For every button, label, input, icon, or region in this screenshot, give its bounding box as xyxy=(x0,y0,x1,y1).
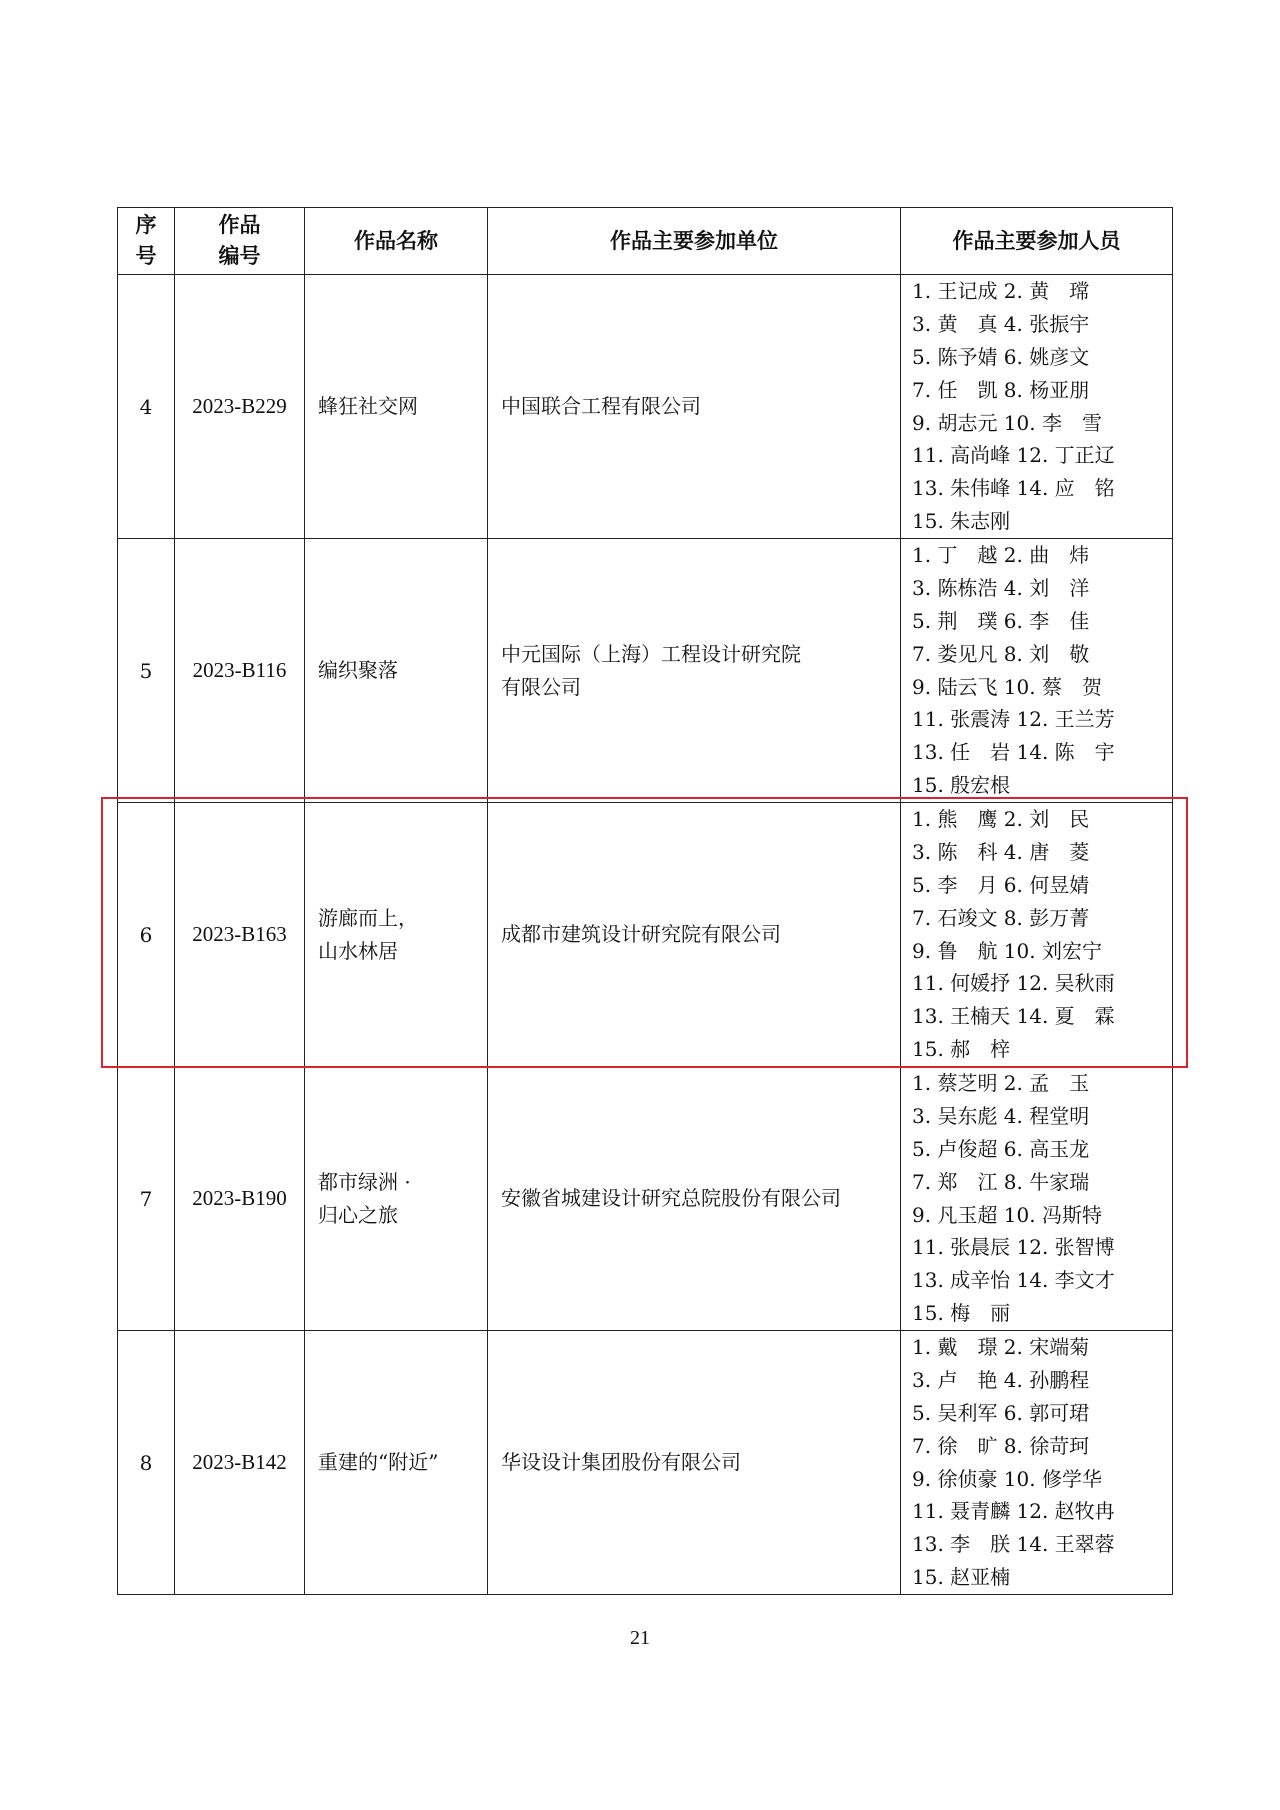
work-title-cell xyxy=(305,1331,488,1595)
member-line: 9. 陆云飞 10. 蔡 贺 xyxy=(912,674,1102,699)
row-index-cell xyxy=(118,275,175,539)
work-unit-line: 安徽省城建设计研究总院股份有限公司 xyxy=(501,1186,841,1210)
member-line: 7. 任 凯 8. 杨亚朋 xyxy=(912,377,1090,402)
row-index: 5 xyxy=(139,658,153,683)
header-index xyxy=(118,208,175,275)
member-line: 5. 荆 璞 6. 李 佳 xyxy=(912,608,1090,633)
header-index-line: 号 xyxy=(135,244,157,268)
table-row xyxy=(118,1331,1173,1595)
member-line: 15. 殷宏根 xyxy=(912,772,1011,797)
member-line: 9. 徐侦豪 10. 修学华 xyxy=(912,1466,1102,1491)
work-unit-line: 华设设计集团股份有限公司 xyxy=(501,1450,741,1474)
member-line: 15. 梅 丽 xyxy=(912,1300,1011,1325)
work-members-cell xyxy=(901,1067,1173,1331)
header-members: 作品主要参加人员 xyxy=(901,208,1173,275)
header-code-line: 编号 xyxy=(218,244,261,268)
work-code: 2023-B229 xyxy=(192,394,287,418)
member-line: 3. 吴东彪 4. 程堂明 xyxy=(912,1104,1090,1129)
member-line: 1. 蔡芝明 2. 孟 玉 xyxy=(912,1071,1090,1096)
row-index: 6 xyxy=(139,922,153,947)
work-members-cell xyxy=(901,1331,1173,1595)
work-unit-cell xyxy=(488,539,901,803)
table-row xyxy=(118,1067,1173,1331)
member-line: 7. 徐 旷 8. 徐苛珂 xyxy=(912,1433,1090,1458)
table-row xyxy=(118,803,1173,1067)
member-line: 7. 郑 江 8. 牛家瑞 xyxy=(912,1169,1090,1194)
work-unit-cell xyxy=(488,1331,901,1595)
works-table xyxy=(117,207,1173,1595)
work-unit-line: 中元国际（上海）工程设计研究院 xyxy=(501,641,801,666)
member-line: 5. 陈予婧 6. 姚彦文 xyxy=(912,344,1090,369)
member-line: 9. 凡玉超 10. 冯斯特 xyxy=(912,1202,1102,1227)
member-line: 3. 陈栋浩 4. 刘 洋 xyxy=(912,576,1090,601)
member-line: 1. 戴 璟 2. 宋端菊 xyxy=(912,1335,1090,1360)
header-code xyxy=(175,208,305,275)
work-unit-line: 有限公司 xyxy=(501,674,581,699)
work-title-line: 都市绿洲 · xyxy=(318,1169,411,1194)
member-line: 5. 吴利军 6. 郭可珺 xyxy=(912,1400,1090,1425)
work-unit-line: 成都市建筑设计研究院有限公司 xyxy=(501,922,781,946)
member-line: 11. 聂青麟 12. 赵牧冉 xyxy=(912,1499,1115,1524)
member-line: 5. 卢俊超 6. 高玉龙 xyxy=(912,1136,1090,1161)
row-index: 4 xyxy=(139,394,153,419)
member-line: 9. 鲁 航 10. 刘宏宁 xyxy=(912,938,1102,963)
work-members-cell xyxy=(901,275,1173,539)
member-line: 3. 陈 科 4. 唐 菱 xyxy=(912,840,1090,865)
work-code: 2023-B163 xyxy=(192,922,287,946)
member-line: 3. 黄 真 4. 张振宇 xyxy=(912,312,1090,337)
member-line: 13. 朱伟峰 14. 应 铭 xyxy=(912,476,1115,501)
work-title-line: 游廊而上， xyxy=(318,905,418,930)
member-line: 1. 丁 越 2. 曲 炜 xyxy=(912,543,1090,568)
work-members-cell xyxy=(901,803,1173,1067)
member-line: 13. 成辛怡 14. 李文才 xyxy=(912,1268,1115,1293)
member-line: 11. 何媛抒 12. 吴秋雨 xyxy=(912,971,1115,996)
page-number: 21 xyxy=(630,1627,650,1649)
work-unit-cell xyxy=(488,1067,901,1331)
work-title-line: 归心之旅 xyxy=(318,1202,398,1227)
work-code-cell xyxy=(175,803,305,1067)
member-line: 11. 张晨辰 12. 张智博 xyxy=(912,1235,1115,1260)
header-index-line: 序 xyxy=(135,213,157,237)
member-line: 11. 张震涛 12. 王兰芳 xyxy=(912,707,1115,732)
row-index-cell xyxy=(118,1331,175,1595)
work-title-line: 山水林居 xyxy=(318,938,398,963)
header-unit: 作品主要参加单位 xyxy=(488,208,901,275)
work-unit-cell xyxy=(488,275,901,539)
work-title-cell xyxy=(305,803,488,1067)
row-index-cell xyxy=(118,539,175,803)
row-index: 7 xyxy=(139,1186,153,1211)
work-title-line: 重建的“附近” xyxy=(318,1450,439,1474)
work-code-cell xyxy=(175,1067,305,1331)
work-code-cell xyxy=(175,275,305,539)
work-unit-line: 中国联合工程有限公司 xyxy=(501,394,701,418)
row-index-cell xyxy=(118,803,175,1067)
row-index: 8 xyxy=(139,1450,153,1475)
member-line: 15. 赵亚楠 xyxy=(912,1564,1011,1589)
work-code-cell xyxy=(175,539,305,803)
member-line: 1. 熊 鹰 2. 刘 民 xyxy=(912,807,1090,832)
member-line: 13. 李 朕 14. 王翠蓉 xyxy=(912,1532,1115,1557)
member-line: 15. 郝 梓 xyxy=(912,1036,1011,1061)
member-line: 13. 任 岩 14. 陈 宇 xyxy=(912,740,1115,765)
table-row xyxy=(118,275,1173,539)
member-line: 1. 王记成 2. 黄 瑺 xyxy=(912,279,1090,304)
work-title-line: 编织聚落 xyxy=(318,658,398,682)
header-code-line: 作品 xyxy=(218,213,261,237)
member-line: 11. 高尚峰 12. 丁正辽 xyxy=(912,443,1115,468)
header-title: 作品名称 xyxy=(305,208,488,275)
member-line: 7. 石竣文 8. 彭万菁 xyxy=(912,905,1090,930)
member-line: 15. 朱志刚 xyxy=(912,508,1011,533)
table-body xyxy=(118,275,1173,1595)
table-row xyxy=(118,539,1173,803)
row-index-cell xyxy=(118,1067,175,1331)
member-line: 7. 娄见凡 8. 刘 敬 xyxy=(912,641,1090,666)
work-code: 2023-B190 xyxy=(192,1186,287,1210)
work-title-line: 蜂狂社交网 xyxy=(318,394,418,418)
work-title-cell xyxy=(305,539,488,803)
member-line: 3. 卢 艳 4. 孙鹏程 xyxy=(912,1368,1090,1393)
table-header-row xyxy=(118,208,1173,275)
work-code-cell xyxy=(175,1331,305,1595)
work-title-cell xyxy=(305,275,488,539)
work-members-cell xyxy=(901,539,1173,803)
work-code: 2023-B142 xyxy=(192,1450,287,1474)
member-line: 5. 李 月 6. 何昱婧 xyxy=(912,872,1090,897)
member-line: 9. 胡志元 10. 李 雪 xyxy=(912,410,1102,435)
member-line: 13. 王楠天 14. 夏 霖 xyxy=(912,1004,1115,1029)
work-code: 2023-B116 xyxy=(192,658,287,682)
work-unit-cell xyxy=(488,803,901,1067)
work-title-cell xyxy=(305,1067,488,1331)
